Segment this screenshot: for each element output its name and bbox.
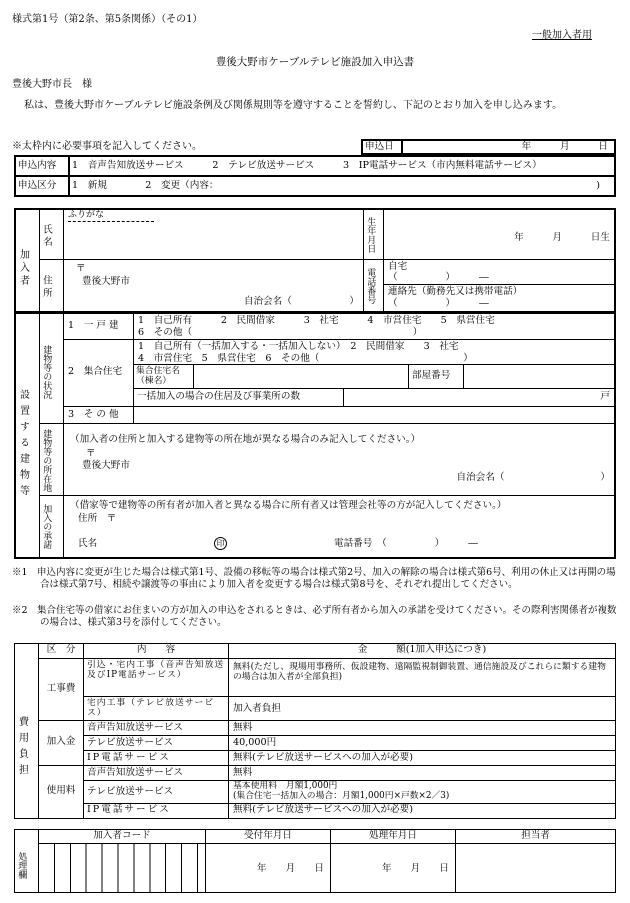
row1-content: 引込・宅内工事（音声告知放送及びIP電話サービス） (84, 659, 229, 697)
row1-amount: 無料(ただし、現場用事務所、仮設建物、遠隔監視制御装置、通信施設及びこれらに類する建物の場合は加入者が全部負担) (229, 659, 615, 697)
home-fields: （ ） ― (388, 272, 489, 283)
consent-phone: 電話番号 （ ） ― (334, 538, 478, 549)
birth-label: 生年月日 (364, 210, 384, 260)
received-date[interactable]: 年 月 日 (206, 844, 331, 892)
room-label: 部屋番号 (409, 365, 464, 389)
phone-label: 電話番号 (364, 260, 384, 311)
document-title: 豊後大野市ケーブルテレビ施設加入申込書 (215, 56, 415, 68)
other-field[interactable] (134, 407, 614, 424)
fee-section-label: 費用負担 (15, 644, 39, 818)
user-type-label: 一般加入者用 (532, 30, 592, 41)
content-options[interactable]: 1 音声告知放送サービス 2 テレビ放送サービス 3 IP電話サービス（市内無料電話サービス） (69, 156, 615, 176)
collective-label: 2 集合住宅 (64, 340, 134, 407)
processed-date[interactable]: 年 月 日 (331, 844, 456, 892)
fee-col-content: 内 容 (84, 644, 229, 659)
pledge-text: 私は、豊後大野市ケーブルテレビ施設条例及び関係規則等を遵守することを誓約し、下記のとおり加入を申し込みます。 (24, 100, 563, 111)
row4-amount: 40,000円 (229, 736, 615, 751)
addressee: 豊後大野市長 様 (12, 79, 92, 90)
processing-table (14, 829, 616, 893)
application-table (14, 155, 616, 197)
building-section-label: 設置する建物等 (16, 314, 40, 557)
address-field[interactable] (64, 260, 364, 311)
processed-label: 処理年月日 (331, 830, 456, 844)
application-date-box (361, 139, 616, 155)
furigana-label: ふりがな (68, 210, 154, 222)
collective-line-2: 4 市営住宅 5 県営住宅 6 その他（ ） (138, 352, 473, 364)
name-field[interactable] (64, 210, 364, 260)
birth-date-placeholder: 年 月 日生 (514, 232, 610, 243)
consent-label: 加入の承諾 (40, 496, 64, 557)
bulk-label: 一括加入の場合の住居及び事業所の数 (134, 389, 344, 407)
building-block (14, 313, 616, 559)
detached-line-1: 1 自己所有 2 民間借家 3 社宅 4 市営住宅 5 県営住宅 (138, 315, 495, 326)
fee-table (14, 643, 616, 819)
room-field[interactable] (464, 365, 614, 389)
row7-content: テレビ放送サービス (84, 781, 229, 804)
consent-field[interactable] (64, 496, 614, 557)
usage-label: 使用料 (39, 766, 84, 818)
form-id: 様式第1号（第2条、第5条関係）（その1） (12, 14, 203, 25)
detached-label: 1 一 戸 建 (64, 314, 134, 340)
row8-content: IP電話サービス (84, 804, 229, 818)
code-box-dividers (39, 844, 206, 892)
fee-col-category: 区 分 (39, 644, 84, 659)
processing-label: 処理欄 (15, 830, 39, 892)
location-note: （加入者の住所と加入する建物等の所在地が異なる場合のみ記入してください。） (70, 434, 421, 445)
home-label: 自宅 (388, 261, 408, 272)
code-label: 加入者コード (39, 830, 206, 844)
note-2: ※2 集合住宅等の借家にお住まいの方が加入の申込をされるときは、必ず所有者から加入の承諾を受けてください。その際利害関係者が複数の場合は、様式第3号を添付してください。 (12, 605, 617, 629)
status-label: 建物等の状況 (40, 314, 64, 424)
applicant-section-label: 加入者 (16, 210, 40, 311)
location-postal: 〒 (86, 448, 96, 459)
row6-amount: 無料 (229, 766, 615, 781)
row2-content: 宅内工事（テレビ放送サービス） (84, 697, 229, 721)
row7-amount-line-2: (集合住宅一括加入の場合：月額1,000円×戸数×2／3) (233, 791, 450, 802)
consent-address: 住所 〒 (78, 513, 117, 524)
collective-line-1: 1 自己所有（一括加入する・一括加入しない） 2 民間借家 3 社宅 (138, 341, 459, 352)
detached-options[interactable] (134, 314, 614, 340)
contact-label: 連絡先（勤務先又は携帯電話） (388, 286, 523, 297)
category-close: ) (596, 180, 600, 191)
received-label: 受付年月日 (206, 830, 331, 844)
category-label: 申込区分 (15, 176, 69, 196)
row6-content: 音声告知放送サービス (84, 766, 229, 781)
location-assoc: 自治会名（ ） (456, 472, 610, 483)
contact-fields: （ ） ― (388, 298, 489, 309)
row5-amount: 無料(テレビ放送サービスへの加入が必要) (229, 751, 615, 766)
join-label: 加入金 (39, 721, 84, 766)
bulk-field[interactable] (344, 389, 614, 407)
home-phone-field[interactable] (384, 260, 614, 285)
seal-mark: 印 (214, 537, 227, 550)
postal-mark: 〒 (76, 263, 86, 274)
name-label: 氏名 (40, 210, 64, 260)
staff-label: 担当者 (456, 830, 615, 844)
city-name: 豊後大野市 (82, 276, 130, 287)
consent-name-label: 氏名 (78, 538, 98, 549)
category-options-text: 1 新規 2 変更（内容： (72, 180, 219, 191)
row7-amount (229, 781, 615, 804)
content-label: 申込内容 (15, 156, 69, 176)
contact-phone-field[interactable] (384, 285, 614, 311)
row3-content: 音声告知放送サービス (84, 721, 229, 736)
note-1: ※1 申込内容に変更が生じた場合は様式第1号、設備の移転等の場合は様式第2号、加入の解除の場合は様式第6号、利用の休止又は再開の場合は様式第7号、相続や譲渡等の事由により加入者を変更する場合は様式第8号を、それぞれ提出してください。 (12, 567, 616, 591)
instruction-text: ※太枠内に必要事項を記入してください。 (12, 141, 202, 152)
row3-amount: 無料 (229, 721, 615, 736)
bulk-unit: 戸 (600, 391, 610, 402)
consent-note: （借家等で建物等の所有者が加入者と異なる場合に所有者又は管理会社等の方が記入してください。） (70, 500, 507, 511)
category-options[interactable] (69, 176, 615, 196)
collective-name-label: 集合住宅名（棟名） (134, 365, 194, 389)
applicant-block (14, 208, 616, 313)
row4-content: テレビ放送サービス (84, 736, 229, 751)
code-boxes[interactable] (39, 844, 206, 892)
date-label: 申込日 (362, 140, 402, 154)
row5-content: IP電話サービス (84, 751, 229, 766)
location-field[interactable] (64, 424, 614, 496)
birth-field[interactable] (384, 210, 614, 260)
row8-amount: 無料(テレビ放送サービスへの加入が必要) (233, 804, 413, 815)
collective-options[interactable] (134, 340, 614, 365)
fee-col-amount: 金 額(1加入申込につき) (229, 644, 615, 659)
address-label: 住所 (40, 260, 64, 311)
staff-field[interactable] (456, 844, 615, 892)
other-label: 3 そ の 他 (64, 407, 134, 424)
row7-amount-line-1: 基本使用料 月額1,000円 (233, 781, 338, 791)
detached-line-2: 6 その他（ ） (138, 326, 423, 338)
assoc-name: 自治会名（ ） (243, 296, 359, 307)
row2-amount: 加入者負担 (229, 697, 615, 721)
date-field[interactable]: 年 月 日 (402, 140, 615, 154)
location-city: 豊後大野市 (82, 460, 130, 471)
location-label: 建物等の所在地 (40, 424, 64, 496)
collective-name-field[interactable] (194, 365, 409, 389)
construction-label: 工事費 (39, 659, 84, 721)
